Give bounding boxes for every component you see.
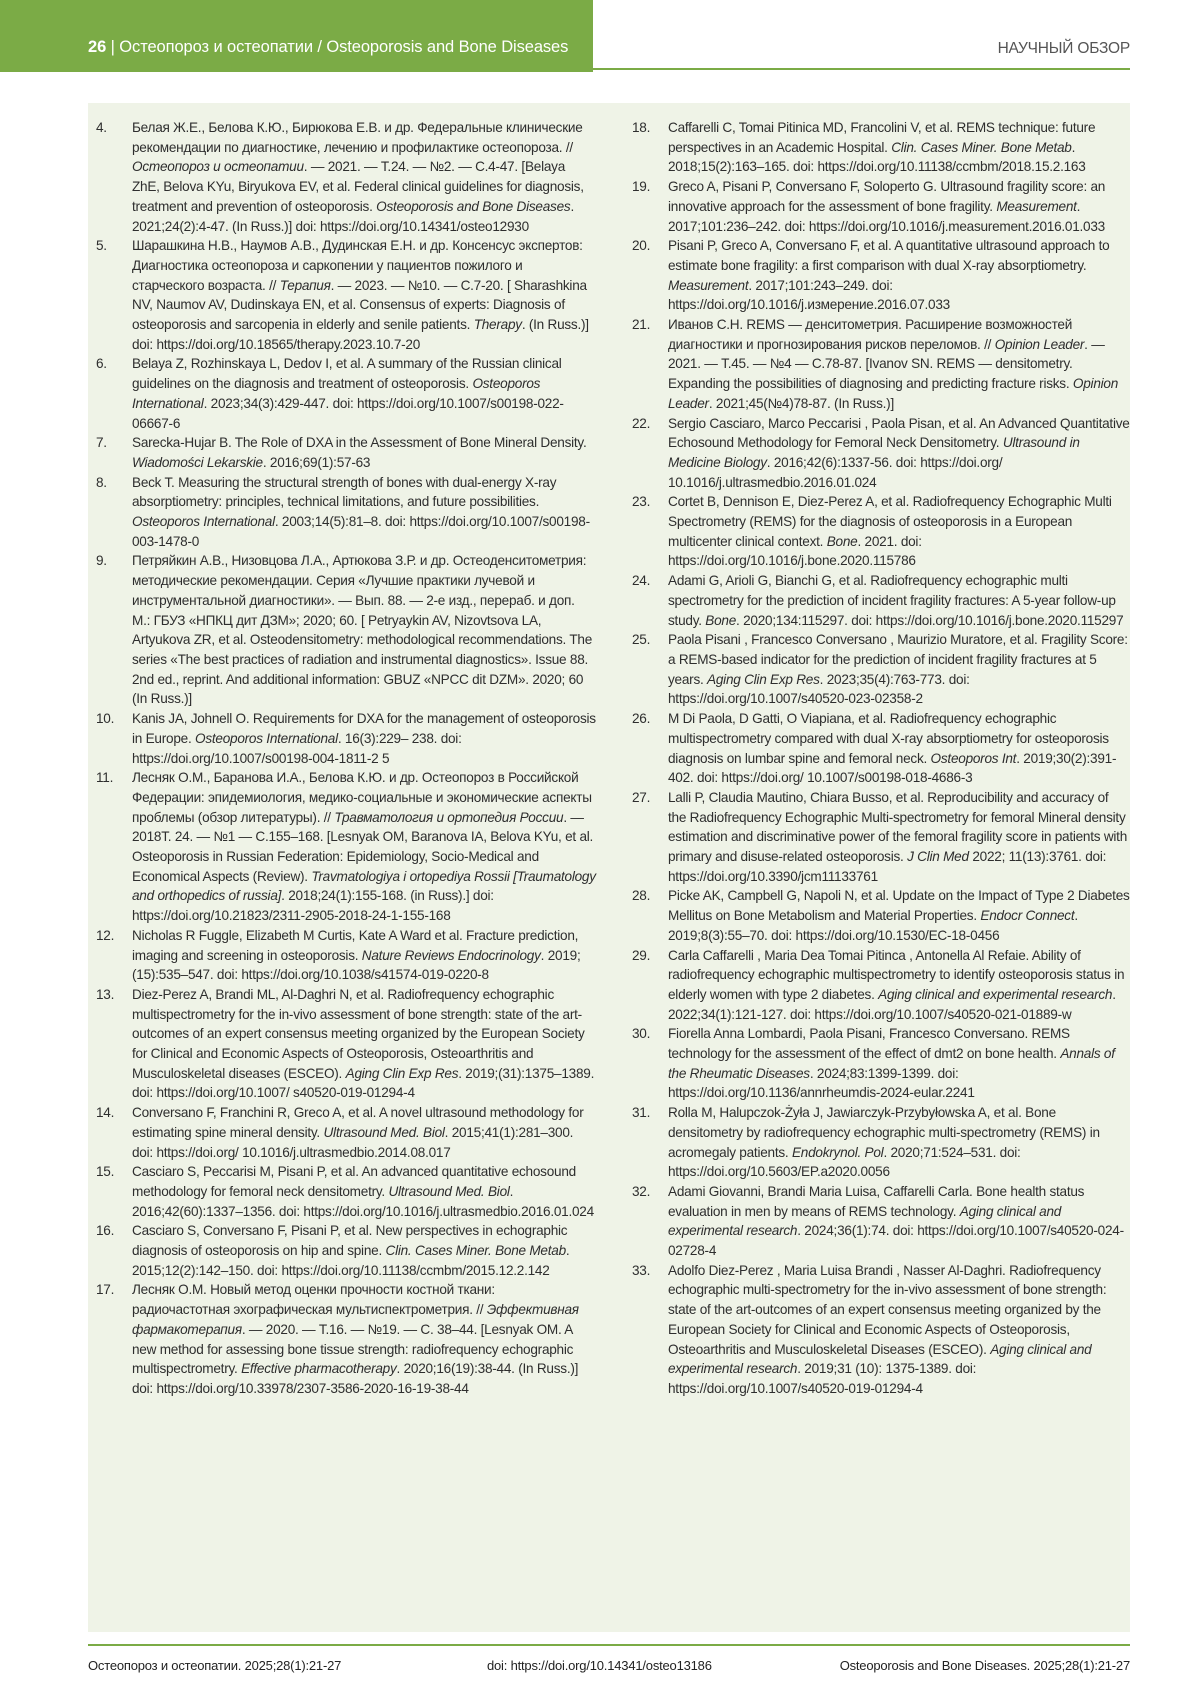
reference-text: Петряйкин А.В., Низовцова Л.А., Артюкова З.Р. и др. Остеоденситометрия: методические рекомендации. Серия «Лучшие практики лучевой и инструментальной диагностики». — Вып. 88. — 2-е изд., перераб. и доп. М.: ГБУЗ «НПКЦ дит ДЗМ»; 2020; 60. [ Petryaykin AV, Nizovtsova LA, Artyukova ZR, et al. Osteodensitometry: methodological recommendations. The series «The best practices of radiation and instrumental diagnostics». Issue 88. 2nd ed., reprint. And additional information: GBUZ «NPCC dit DZM». 2020; 60 (In Russ.)] bbox=[132, 553, 593, 707]
reference-number: 30. bbox=[632, 1026, 651, 1042]
reference-item bbox=[96, 1103, 596, 1162]
running-header bbox=[88, 38, 568, 57]
reference-item bbox=[632, 1024, 1130, 1103]
reference-text: Pisani P, Greco A, Conversano F, et al. A quantitative ultrasound approach to estimate bone fragility: a first comparison with dual X-ray absorptiometry. bbox=[668, 238, 1110, 273]
reference-text: . — 2018Т. 24. — №1 — С.155–168. [Lesnyak OM, Baranova IA, Belova KYu, et al. Osteoporosis in Russian Federation: Epidemiology, Socio-Medical and Economical Aspects (Review). bbox=[132, 809, 594, 884]
reference-item bbox=[632, 1103, 1130, 1182]
reference-number: 19. bbox=[632, 179, 651, 195]
reference-item bbox=[632, 788, 1130, 887]
reference-text: . — 2021. — Т.24. — №2. — С.4-47. [Belaya ZhE, Belova KYu, Biryukova EV, et al. Federal clinical guidelines for diagnosis, treatment and prevention of osteoporosis. bbox=[132, 159, 584, 214]
reference-text: Caffarelli C, Tomai Pitinica MD, Francolini V, et al. REMS technique: future perspectives in an Academic Hospital. bbox=[668, 120, 1096, 155]
reference-item bbox=[96, 1280, 596, 1398]
reference-item bbox=[632, 886, 1130, 945]
reference-source: Osteoporos International bbox=[132, 376, 541, 411]
reference-source: Opinion Leader bbox=[994, 336, 1085, 352]
reference-number: 6. bbox=[96, 356, 107, 372]
reference-text: . — 2020. — Т.16. — №19. — С. 38–44. [Lesnyak OM. A new method for assessing bone tissue strength: radiofrequency echographic multispectrometry. bbox=[132, 1321, 574, 1377]
reference-source: Travmatologiya i ortopediya Rossii [Traumatology and orthopedics of russia] bbox=[132, 868, 596, 904]
reference-number: 25. bbox=[632, 632, 651, 648]
footer-citation-ru: Остеопороз и остеопатии. 2025;28(1):21-27 bbox=[88, 1658, 342, 1673]
reference-number: 24. bbox=[632, 573, 651, 589]
reference-number: 17. bbox=[96, 1282, 115, 1298]
reference-source: Effective pharmacotherapy bbox=[241, 1361, 397, 1377]
reference-number: 28. bbox=[632, 888, 651, 904]
reference-source: Endocr Connect bbox=[980, 908, 1075, 924]
footer-citation-en: Osteoporosis and Bone Diseases. 2025;28(1):21-27 bbox=[839, 1658, 1130, 1673]
reference-text: . 2016;69(1):57-63 bbox=[262, 454, 371, 470]
reference-number: 20. bbox=[632, 238, 651, 254]
reference-source: Остеопороз и остеопатии bbox=[132, 159, 304, 175]
reference-item bbox=[632, 492, 1130, 571]
header-band bbox=[0, 0, 593, 72]
reference-text: Beck T. Measuring the structural strength of bones with dual-energy X-ray absorptiometry: principles, technical limitations, and future possibilities. bbox=[132, 474, 557, 510]
reference-text: Sergio Casciaro, Marco Peccarisi , Paola Pisan, et al. An Advanced Quantitative Echosound Methodology for Femoral Neck Densitometry. bbox=[668, 415, 1130, 451]
reference-text: . (In Russ.)] doi: https://doi.org/10.18565/therapy.2023.10.7-20 bbox=[132, 317, 589, 352]
reference-number: 22. bbox=[632, 415, 651, 431]
reference-text: . 2024;83:1399-1399. doi: https://doi.org/10.1136/annrheumdis-2024-eular.2241 bbox=[668, 1065, 975, 1101]
reference-source: Therapy bbox=[473, 317, 522, 333]
reference-text: . 2022;34(1):121-127. doi: https://doi.org/10.1007/s40520-021-01889-w bbox=[668, 986, 1116, 1022]
reference-item bbox=[96, 985, 596, 1103]
reference-number: 12. bbox=[96, 927, 115, 943]
reference-item bbox=[632, 946, 1130, 1025]
reference-text: Adami G, Arioli G, Bianchi G, et al. Radiofrequency echographic multi spectrometry for the prediction of incident fragility fractures: A 5-year follow-up study. bbox=[668, 573, 1116, 628]
reference-text: Adolfo Diez-Perez , Maria Luisa Brandi , Nasser Al-Daghri. Radiofrequency echographic multi-spectrometry for the in-vivo assessment of bone strength: state of the art-outcomes of an expert consensus meeting organized by the European Society for Clinical and Economic Aspects of Osteoporosis, Osteoarthritis and Musculoskeletal Diseases (ESCEO). bbox=[668, 1262, 1107, 1357]
reference-item bbox=[96, 1162, 596, 1221]
reference-text: . 2019;(15):535–547. doi: https://doi.org/10.1038/s41574-019-0220-8 bbox=[132, 947, 581, 983]
reference-text: Lalli P, Claudia Mautino, Chiara Busso, et al. Reproducibility and accuracy of the Radiofrequency Echographic Multi-spectrometry for femoral Mineral density estimation and discriminative power of the femoral fragility score in patients with primary and disuse-related osteoporosis. bbox=[668, 789, 1128, 865]
reference-item bbox=[632, 315, 1130, 414]
reference-source: Терапия bbox=[279, 277, 331, 293]
reference-number: 10. bbox=[96, 711, 115, 727]
reference-source: Ultrasound Med. Biol bbox=[388, 1183, 510, 1199]
reference-source: Clin. Cases Miner. Bone Metab bbox=[385, 1243, 566, 1259]
reference-text: Белая Ж.Е., Белова К.Ю., Бирюкова Е.В. и др. Федеральные клинические рекомендации по диагностике, лечению и профилактике остеопороза. // bbox=[132, 120, 583, 155]
reference-source: Osteoporos International bbox=[195, 730, 338, 746]
reference-text: . 2020;71:524–531. doi: https://doi.org/10.5603/EP.a2020.0056 bbox=[668, 1144, 1021, 1180]
reference-source: Aging clinical and experimental research bbox=[878, 986, 1113, 1002]
section-label: НАУЧНЫЙ ОБЗОР bbox=[997, 40, 1130, 57]
reference-text: . 2020;16(19):38-44. (In Russ.)] doi: https://doi.org/10.33978/2307-3586-2020-16-19-38-44 bbox=[132, 1361, 579, 1396]
reference-text: . 2024;36(1):74. doi: https://doi.org/10.1007/s40520-024-02728-4 bbox=[668, 1223, 1124, 1259]
reference-text: Picke AK, Campbell G, Napoli N, et al. Update on the Impact of Type 2 Diabetes Mellitus on Bone Metabolism and Material Properties. bbox=[668, 888, 1130, 924]
reference-number: 7. bbox=[96, 435, 107, 451]
reference-text: Casciaro S, Peccarisi M, Pisani P, et al. An advanced quantitative echosound methodology for femoral neck densitometry. bbox=[132, 1164, 576, 1199]
reference-source: Measurement bbox=[668, 277, 749, 293]
reference-source: Bone bbox=[705, 612, 737, 628]
reference-source: Annals of the Rheumatic Diseases bbox=[668, 1046, 1115, 1081]
reference-number: 33. bbox=[632, 1262, 651, 1278]
reference-item bbox=[632, 571, 1130, 630]
reference-text: . 16(3):229– 238. doi: https://doi.org/10.1007/s00198-004-1811-2 5 bbox=[132, 730, 462, 766]
reference-text: . 2021;45(№4)78-87. (In Russ.)] bbox=[708, 395, 894, 411]
reference-item bbox=[632, 177, 1130, 236]
reference-text: Adami Giovanni, Brandi Maria Luisa, Caffarelli Carla. Bone health status evaluation in men by means of REMS technology. bbox=[668, 1183, 1085, 1219]
reference-text: . 2023;34(3):429-447. doi: https://doi.org/10.1007/s00198-022-06667-6 bbox=[132, 395, 564, 431]
reference-text: . — 2021. — Т.45. — №4 — С.78-87. [Ivanov SN. REMS — densitometry. Expanding the possibilities of diagnosing and predicting fracture risks. bbox=[668, 336, 1105, 392]
reference-item bbox=[96, 473, 596, 552]
reference-number: 14. bbox=[96, 1105, 115, 1121]
reference-number: 26. bbox=[632, 711, 651, 727]
reference-source: Ultrasound Med. Biol bbox=[323, 1124, 445, 1140]
reference-source: Aging Clin Exp Res bbox=[345, 1065, 459, 1081]
reference-number: 8. bbox=[96, 474, 107, 490]
reference-source: Ultrasound in Medicine Biology bbox=[668, 435, 1080, 470]
reference-item bbox=[96, 768, 596, 926]
reference-number: 32. bbox=[632, 1183, 651, 1199]
reference-text: Diez-Perez A, Brandi ML, Al-Daghri N, et al. Radiofrequency echographic multispectrometry for the in-vivo assessment of bone strength: state of the art-outcomes of an expert consensus meeting organized by the European Society for Clinical and Economic Aspects of Osteoporosis, Osteoarthritis and Musculoskeletal diseases (ESCEO). bbox=[132, 986, 585, 1081]
reference-source: Wiadomości Lekarskie bbox=[132, 454, 263, 470]
reference-item bbox=[96, 236, 596, 354]
reference-item bbox=[632, 414, 1130, 493]
reference-number: 5. bbox=[96, 238, 107, 254]
reference-number: 15. bbox=[96, 1164, 115, 1180]
reference-text: Sarecka-Hujar B. The Role of DXA in the Assessment of Bone Mineral Density. bbox=[132, 435, 587, 451]
reference-number: 23. bbox=[632, 494, 651, 510]
reference-item bbox=[632, 1261, 1130, 1399]
header-divider bbox=[593, 68, 1130, 70]
reference-text: Kanis JA, Johnell O. Requirements for DXA for the management of osteoporosis in Europe. bbox=[132, 711, 596, 746]
reference-source: Osteoporos International bbox=[132, 514, 275, 530]
reference-number: 9. bbox=[96, 553, 107, 569]
reference-source: Aging Clin Exp Res bbox=[707, 671, 820, 687]
reference-text: M Di Paola, D Gatti, O Viapiana, et al. Radiofrequency echographic multispectrometry compared with dual X-ray absorptiometry for osteoporosis diagnosis on lumbar spine and femoral neck. bbox=[668, 711, 1109, 766]
reference-source: Measurement bbox=[996, 198, 1077, 214]
reference-text: Cortet B, Dennison E, Diez-Perez A, et al. Radiofrequency Echographic Multi Spectrometry (REMS) for the diagnosis of osteoporosis in a European multicenter clinical context. bbox=[668, 494, 1112, 549]
reference-text: . 2017;101:243–249. doi: https://doi.org/10.1016/j.измерение.2016.07.033 bbox=[668, 277, 950, 313]
reference-source: Bone bbox=[826, 533, 858, 549]
reference-text: . 2018;24(1):155-168. (in Russ).] doi: https://doi.org/10.21823/2311-2905-2018-24-1-155-168 bbox=[132, 888, 494, 924]
reference-text: Лесняк О.М. Новый метод оценки прочности костной ткани: радиочастотная эхографическая мультиспектрометрия. // bbox=[132, 1282, 495, 1318]
reference-item bbox=[96, 433, 596, 472]
reference-item bbox=[96, 926, 596, 985]
reference-item bbox=[632, 630, 1130, 709]
reference-source: Aging clinical and experimental research bbox=[668, 1203, 1062, 1239]
reference-text: . 2015;41(1):281–300. doi: https://doi.org/ 10.1016/j.ultrasmedbio.2014.08.017 bbox=[132, 1124, 574, 1160]
reference-source: Osteoporosis and Bone Diseases bbox=[376, 198, 571, 214]
reference-text: . 2019;(31):1375–1389. doi: https://doi.org/10.1007/ s40520-019-01294-4 bbox=[132, 1065, 595, 1101]
reference-text: . 2017;101:236–242. doi: https://doi.org/10.1016/j.measurement.2016.01.033 bbox=[668, 198, 1105, 234]
reference-text: Belaya Z, Rozhinskaya L, Dedov I, et al. A summary of the Russian clinical guidelines on the diagnosis and treatment of osteoporosis. bbox=[132, 356, 562, 392]
footer-divider bbox=[88, 1644, 1130, 1646]
reference-text: Шарашкина Н.В., Наумов А.В., Дудинская Е.Н. и др. Консенсус экспертов: Диагностика остеопороза и саркопении у пациентов пожилого и старческого возраста. // bbox=[132, 238, 583, 293]
reference-source: Aging clinical and experimental research bbox=[668, 1341, 1092, 1377]
reference-number: 27. bbox=[632, 789, 651, 805]
reference-text: . 2018;15(2):163–165. doi: https://doi.org/10.11138/ccmbm/2018.15.2.163 bbox=[668, 139, 1086, 175]
reference-text: Лесняк О.М., Баранова И.А., Белова К.Ю. и др. Остеопороз в Российской Федерации: эпидемиология, медико-социальные и экономические аспекты проблемы (обзор литературы). // bbox=[132, 770, 592, 825]
reference-text: Иванов С.Н. REMS — денситометрия. Расширение возможностей диагностики и прогнозирования рисков переломов. // bbox=[668, 317, 1073, 352]
page-number: 26 bbox=[88, 38, 107, 56]
reference-text: Rolla M, Halupczok-Żyła J, Jawiarczyk-Przybyłowska A, et al. Bone densitometry by radiofrequency echographic multi-spectrometry (REMS) in acromegaly patients. bbox=[668, 1105, 1100, 1160]
reference-number: 18. bbox=[632, 120, 651, 135]
reference-item bbox=[632, 236, 1130, 315]
reference-text: Casciaro S, Conversano F, Pisani P, et al. New perspectives in echographic diagnosis of osteoporosis on hip and spine. bbox=[132, 1223, 568, 1259]
reference-text: . 2015;12(2):142–150. doi: https://doi.org/10.11138/ccmbm/2015.12.2.142 bbox=[132, 1243, 570, 1278]
reference-source: Endokrynol. Pol bbox=[791, 1144, 884, 1160]
reference-text: . — 2023. — №10. — С.7-20. [ Sharashkina NV, Naumov AV, Dudinskaya EN, et al. Consensus of experts: Diagnosis of osteoporosis and sarcopenia in elderly and senile patients. bbox=[132, 277, 587, 333]
reference-number: 4. bbox=[96, 120, 107, 135]
reference-source: Эффективная фармакотерапия bbox=[132, 1302, 579, 1337]
reference-item bbox=[632, 118, 1130, 177]
reference-source: Osteoporos Int bbox=[930, 750, 1017, 766]
reference-text: Greco A, Pisani P, Conversano F, Soloperto G. Ultrasound fragility score: an innovative approach for the assessment of bone fragility. bbox=[668, 179, 1106, 214]
reference-text: Nicholas R Fuggle, Elizabeth M Curtis, Kate A Ward et al. Fracture prediction, imaging and screening in osteoporosis. bbox=[132, 927, 579, 963]
reference-text: . 2016;42(60):1337–1356. doi: https://doi.org/10.1016/j.ultrasmedbio.2016.01.024 bbox=[132, 1183, 594, 1219]
reference-item bbox=[96, 354, 596, 433]
reference-item bbox=[96, 709, 596, 768]
reference-text: . 2003;14(5):81–8. doi: https://doi.org/10.1007/s00198-003-1478-0 bbox=[132, 514, 590, 549]
reference-text: Fiorella Anna Lombardi, Paola Pisani, Francesco Conversano. REMS technology for the assessment of the effect of dmt2 on bone health. bbox=[668, 1026, 1070, 1062]
reference-number: 16. bbox=[96, 1223, 115, 1239]
journal-title: | Остеопороз и остеопатии / Osteoporosis and Bone Diseases bbox=[106, 38, 569, 56]
reference-source: Opinion Leader bbox=[668, 376, 1119, 411]
reference-text: . 2021;24(2):4-47. (In Russ.)] doi: https://doi.org/10.14341/osteo12930 bbox=[132, 198, 574, 234]
reference-number: 11. bbox=[96, 770, 114, 786]
reference-item bbox=[96, 118, 596, 236]
reference-text: . 2016;42(6):1337-56. doi: https://doi.org/ 10.1016/j.ultrasmedbio.2016.01.024 bbox=[668, 454, 1003, 490]
references-column-right bbox=[632, 118, 1130, 1399]
reference-number: 21. bbox=[632, 317, 651, 333]
reference-text: . 2019;31 (10): 1375-1389. doi: https://doi.org/10.1007/s40520-019-01294-4 bbox=[668, 1361, 977, 1396]
reference-number: 13. bbox=[96, 986, 115, 1002]
reference-text: Carla Caffarelli , Maria Dea Tomai Pitinca , Antonella Al Refaie. Ability of radiofrequency echographic multispectrometry to identify osteoporosis status in elderly women with type 2 diabetes. bbox=[668, 947, 1125, 1002]
references-column-left bbox=[96, 118, 596, 1399]
reference-text: . 2020;134:115297. doi: https://doi.org/10.1016/j.bone.2020.115297 bbox=[736, 612, 1124, 628]
reference-item bbox=[632, 1182, 1130, 1261]
reference-text: . 2023;35(4):763-773. doi: https://doi.org/10.1007/s40520-023-02358-2 bbox=[668, 671, 970, 707]
reference-number: 29. bbox=[632, 947, 651, 963]
reference-source: Травматология и ортопедия России bbox=[334, 809, 564, 825]
reference-number: 31. bbox=[632, 1105, 651, 1121]
reference-text: . 2019;8(3):55–70. doi: https://doi.org/10.1530/EC-18-0456 bbox=[668, 908, 1078, 943]
footer-doi: doi: https://doi.org/10.14341/osteo13186 bbox=[487, 1658, 712, 1673]
reference-item bbox=[96, 551, 596, 709]
reference-text: . 2021. doi: https://doi.org/10.1016/j.bone.2020.115786 bbox=[668, 533, 922, 569]
reference-text: 2022; 11(13):3761. doi: https://doi.org/10.3390/jcm11133761 bbox=[668, 849, 1107, 884]
reference-source: Nature Reviews Endocrinology bbox=[361, 947, 541, 963]
reference-item bbox=[632, 709, 1130, 788]
reference-source: J Clin Med bbox=[907, 849, 969, 865]
reference-text: Conversano F, Franchini R, Greco A, et al. A novel ultrasound methodology for estimating spine mineral density. bbox=[132, 1105, 584, 1140]
reference-source: Clin. Cases Miner. Bone Metab bbox=[891, 139, 1072, 155]
reference-text: Paola Pisani , Francesco Conversano , Maurizio Muratore, et al. Fragility Score: a REMS-based indicator for the prediction of incident fragility fractures at 5 years. bbox=[668, 632, 1128, 687]
reference-text: . 2019;30(2):391-402. doi: https://doi.org/ 10.1007/s00198-018-4686-3 bbox=[668, 750, 1117, 786]
reference-item bbox=[96, 1221, 596, 1280]
